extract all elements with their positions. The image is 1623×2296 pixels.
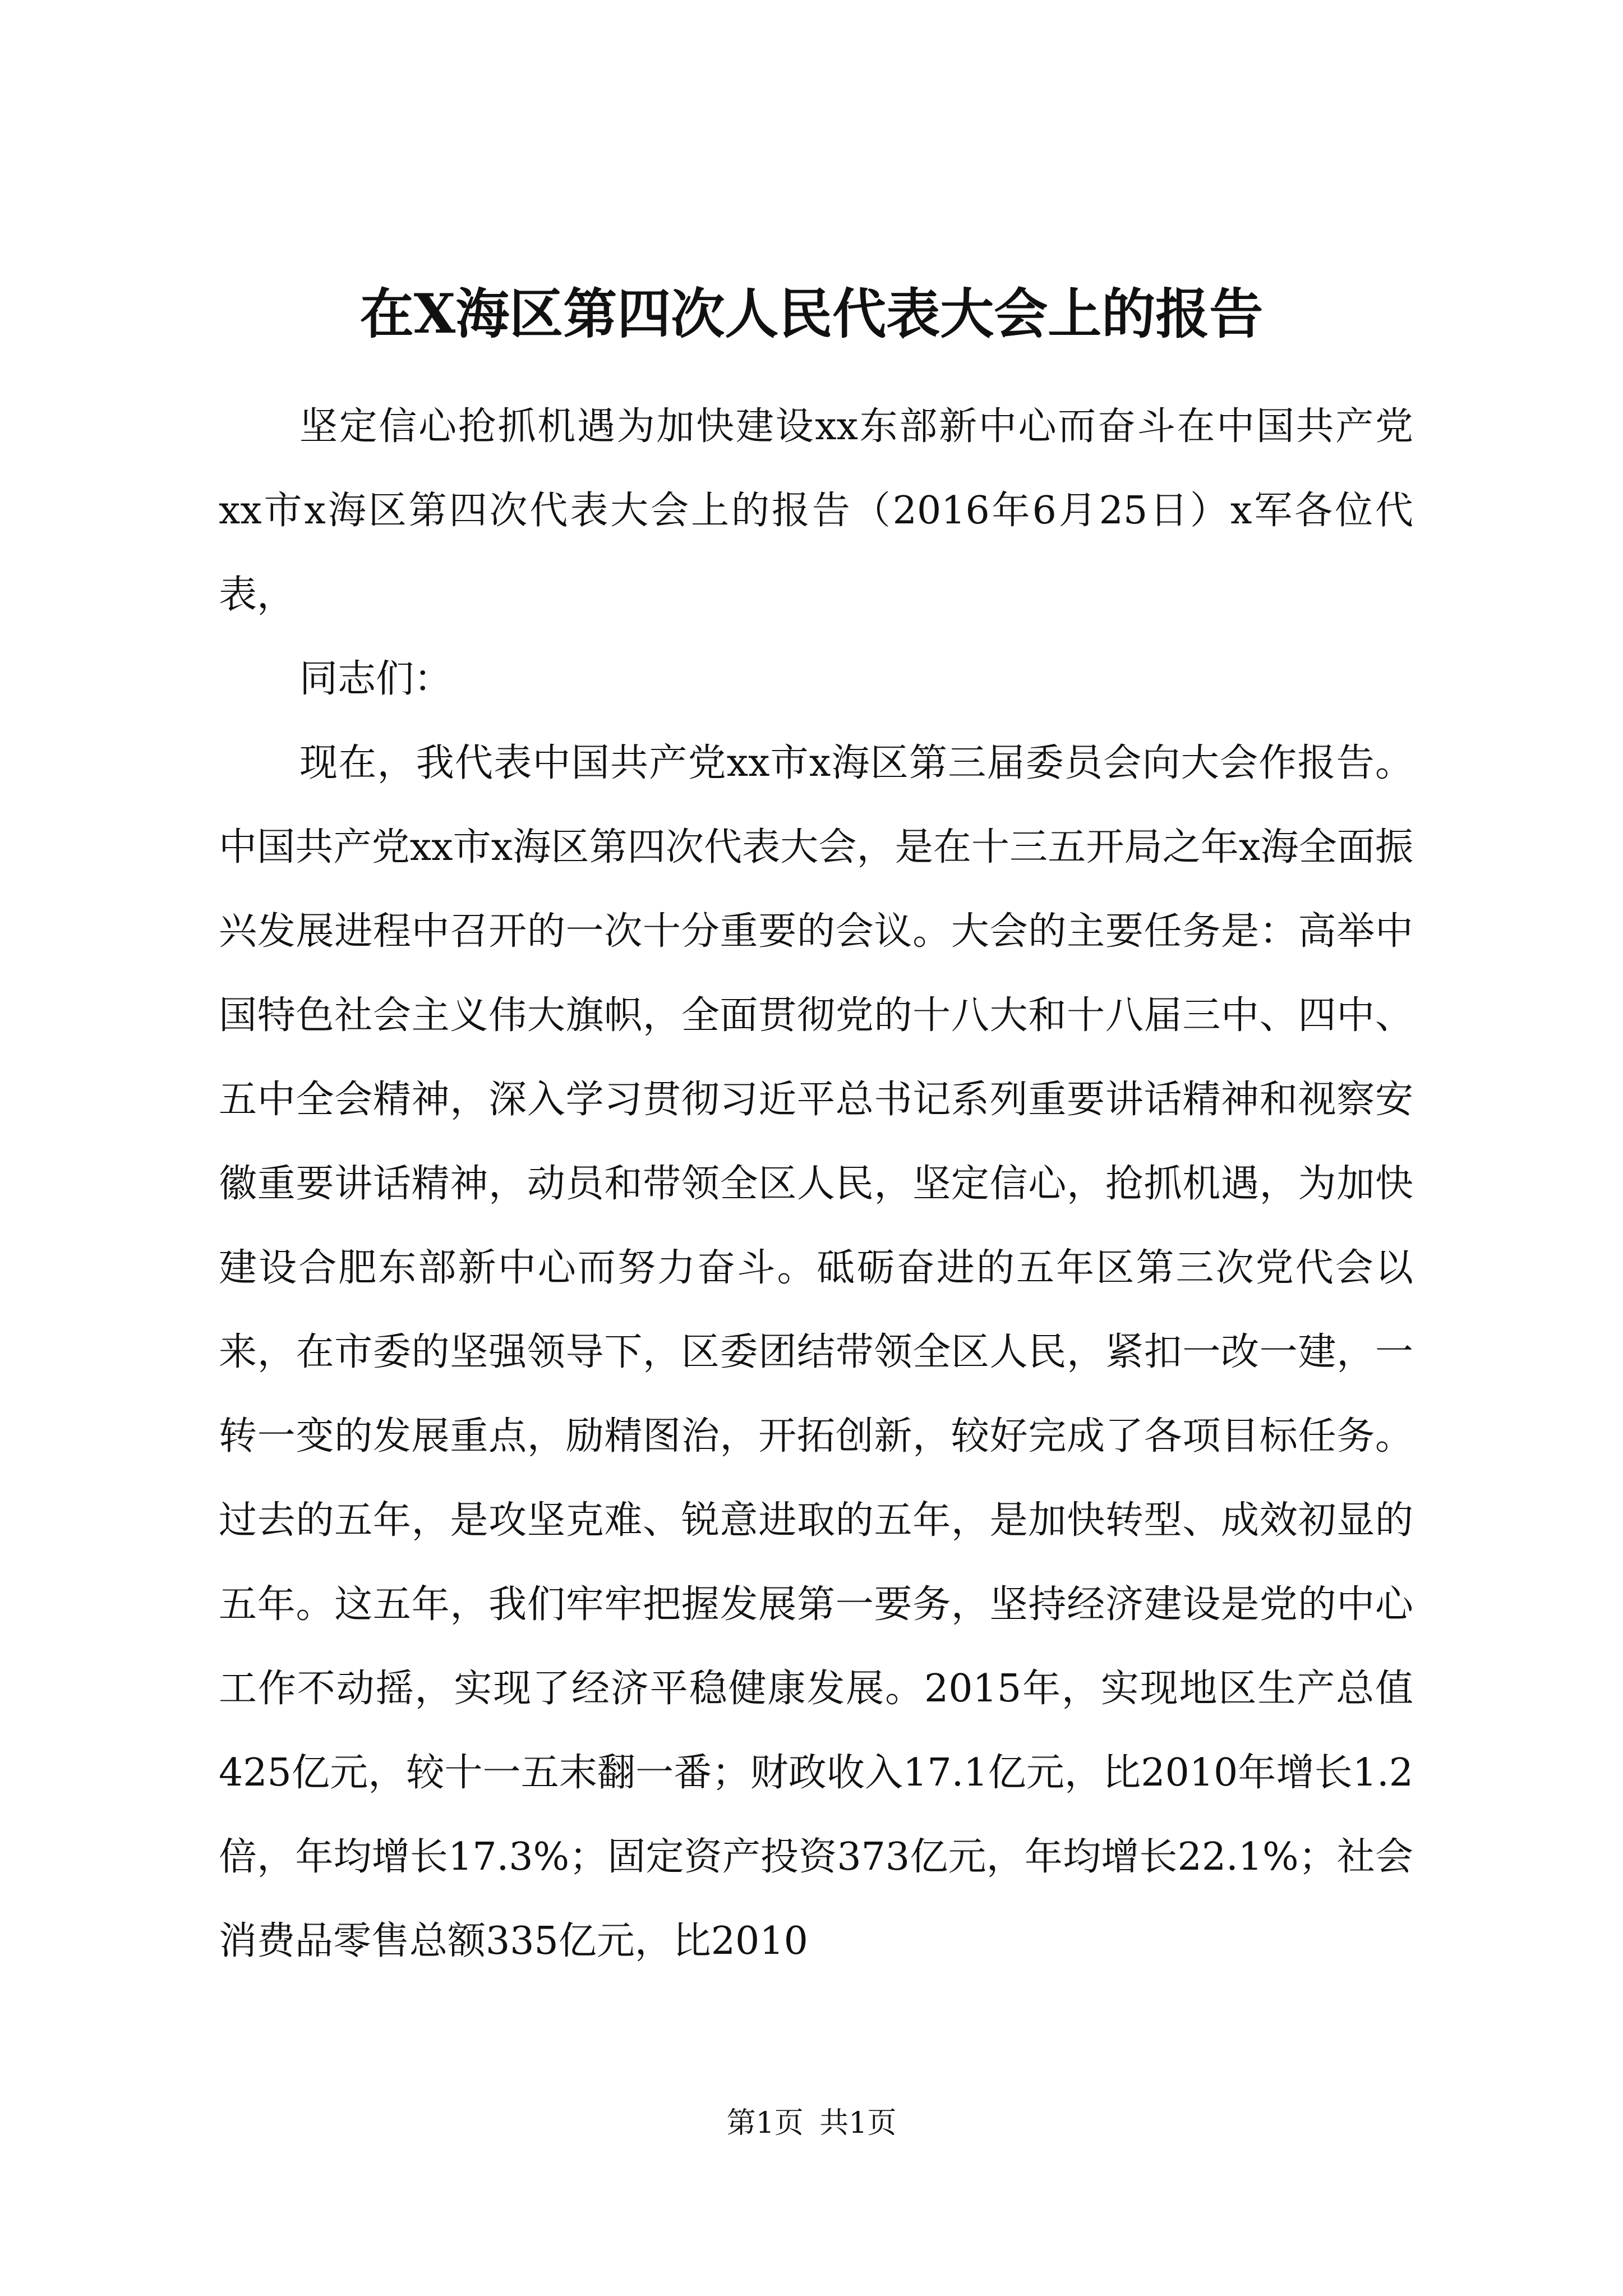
paragraph-report: 现在，我代表中国共产党xx市x海区第三届委员会向大会作报告。中国共产党xx市x海区第四次代表大会，是在十三五开局之年x海全面振兴发展进程中召开的一次十分重要的会议。大会的主要任务是：高举中国特色社会主义伟大旗帜，全面贯彻党的十八大和十八届三中、四中、五中全会精神，深入学习贯彻习近平总书记系列重要讲话精神和视察安徽重要讲话精神，动员和带领全区人民，坚定信心，抢抓机遇，为加快建设合肥东部新中心而努力奋斗。砥砺奋进的五年区第三次党代会以来，在市委的坚强领导下，区委团结带领全区人民，紧扣一改一建，一转一变的发展重点，励精图治，开拓创新，较好完成了各项目标任务。过去的五年，是攻坚克难、锐意进取的五年，是加快转型、成效初显的五年。这五年，我们牢牢把握发展第一要务，坚持经济建设是党的中心工作不动摇，实现了经济平稳健康发展。2015年，实现地区生产总值425亿元，较十一五末翻一番；财政收入17.1亿元，比2010年增长1.2倍，年均增长17.3%；固定资产投资373亿元，年均增长22.1%；社会消费品零售总额335亿元，比2010	[219, 741, 1413, 1963]
document-title: 在X海区第四次人民代表大会上的报告	[359, 282, 1264, 346]
page-total: 共1页	[819, 2106, 897, 2140]
paragraph-salutation: 同志们：	[299, 657, 453, 701]
page-footer	[0, 2104, 1623, 2143]
page-number: 第1页	[726, 2106, 804, 2140]
paragraph-intro: 坚定信心抢抓机遇为加快建设xx东部新中心而奋斗在中国共产党xx市x海区第四次代表大会上的报告（2016年6月25日）x军各位代表，	[219, 404, 1413, 617]
document-body	[219, 385, 1413, 1984]
